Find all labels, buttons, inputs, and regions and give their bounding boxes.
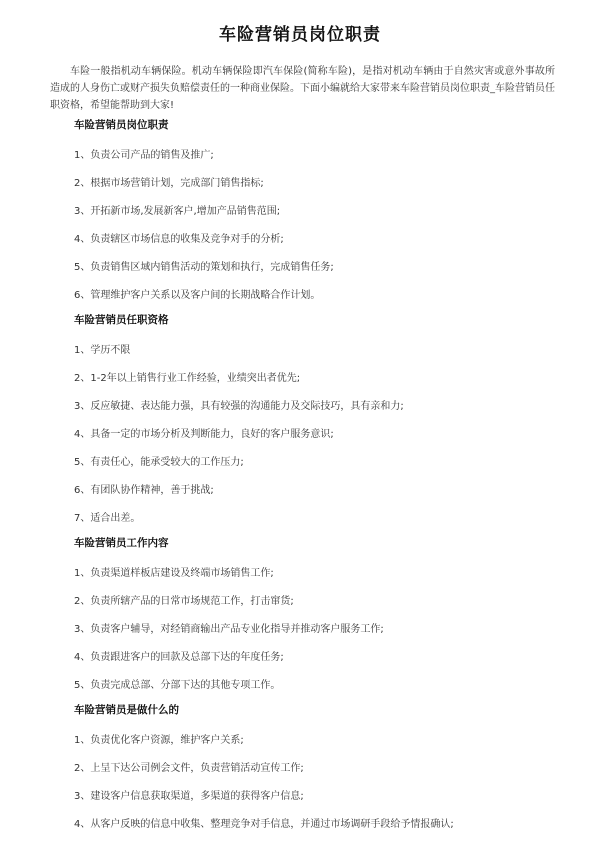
list-item: 2、负责所辖产品的日常市场规范工作，打击窜货; (74, 596, 294, 607)
list-item: 4、从客户反映的信息中收集、整理竞争对手信息，并通过市场调研手段给予情报确认; (74, 819, 454, 830)
list-item: 6、有团队协作精神，善于挑战; (74, 485, 214, 496)
list-item: 1、学历不限 (74, 345, 131, 356)
section-heading-qualifications: 车险营销员任职资格 (74, 314, 169, 326)
page-title: 车险营销员岗位职责 (219, 25, 381, 45)
list-item: 5、负责销售区域内销售活动的策划和执行，完成销售任务; (74, 262, 334, 273)
list-item: 4、具备一定的市场分析及判断能力，良好的客户服务意识; (74, 429, 334, 440)
list-item: 2、上呈下达公司例会文件，负责营销活动宣传工作; (74, 763, 304, 774)
section-heading-work-content: 车险营销员工作内容 (74, 537, 169, 549)
list-item: 4、负责辖区市场信息的收集及竞争对手的分析; (74, 234, 284, 245)
list-item: 3、负责客户辅导，对经销商输出产品专业化指导并推动客户服务工作; (74, 624, 384, 635)
list-item: 2、根据市场营销计划，完成部门销售指标; (74, 178, 264, 189)
intro-paragraph: 车险一般指机动车辆保险。机动车辆保险即汽车保险(简称车险)，是指对机动车辆由于自然灾害或意外事故所造成的人身伤亡或财产损失负赔偿责任的一种商业保险。下面小编就给大家带来车险营销员岗位职责_车险营销员任职资格，希望能帮助到大家! (50, 66, 555, 111)
section-heading-duties: 车险营销员岗位职责 (74, 119, 169, 131)
list-item: 1、负责渠道样板店建设及终端市场销售工作; (74, 568, 274, 579)
list-item: 1、负责公司产品的销售及推广; (74, 150, 214, 161)
list-item: 2、1-2年以上销售行业工作经验，业绩突出者优先; (74, 373, 301, 384)
section-heading-what-they-do: 车险营销员是做什么的 (74, 704, 179, 716)
list-item: 1、负责优化客户资源，维护客户关系; (74, 735, 244, 746)
list-item: 3、反应敏捷、表达能力强，具有较强的沟通能力及交际技巧，具有亲和力; (74, 401, 404, 412)
list-item: 5、负责完成总部、分部下达的其他专项工作。 (74, 680, 281, 691)
list-item: 4、负责跟进客户的回款及总部下达的年度任务; (74, 652, 284, 663)
list-item: 3、建设客户信息获取渠道，多渠道的获得客户信息; (74, 791, 304, 802)
list-item: 5、有责任心，能承受较大的工作压力; (74, 457, 244, 468)
list-item: 3、开拓新市场,发展新客户,增加产品销售范围; (74, 206, 281, 217)
list-item: 6、管理维护客户关系以及客户间的长期战略合作计划。 (74, 290, 321, 301)
list-item: 7、适合出差。 (74, 513, 141, 524)
